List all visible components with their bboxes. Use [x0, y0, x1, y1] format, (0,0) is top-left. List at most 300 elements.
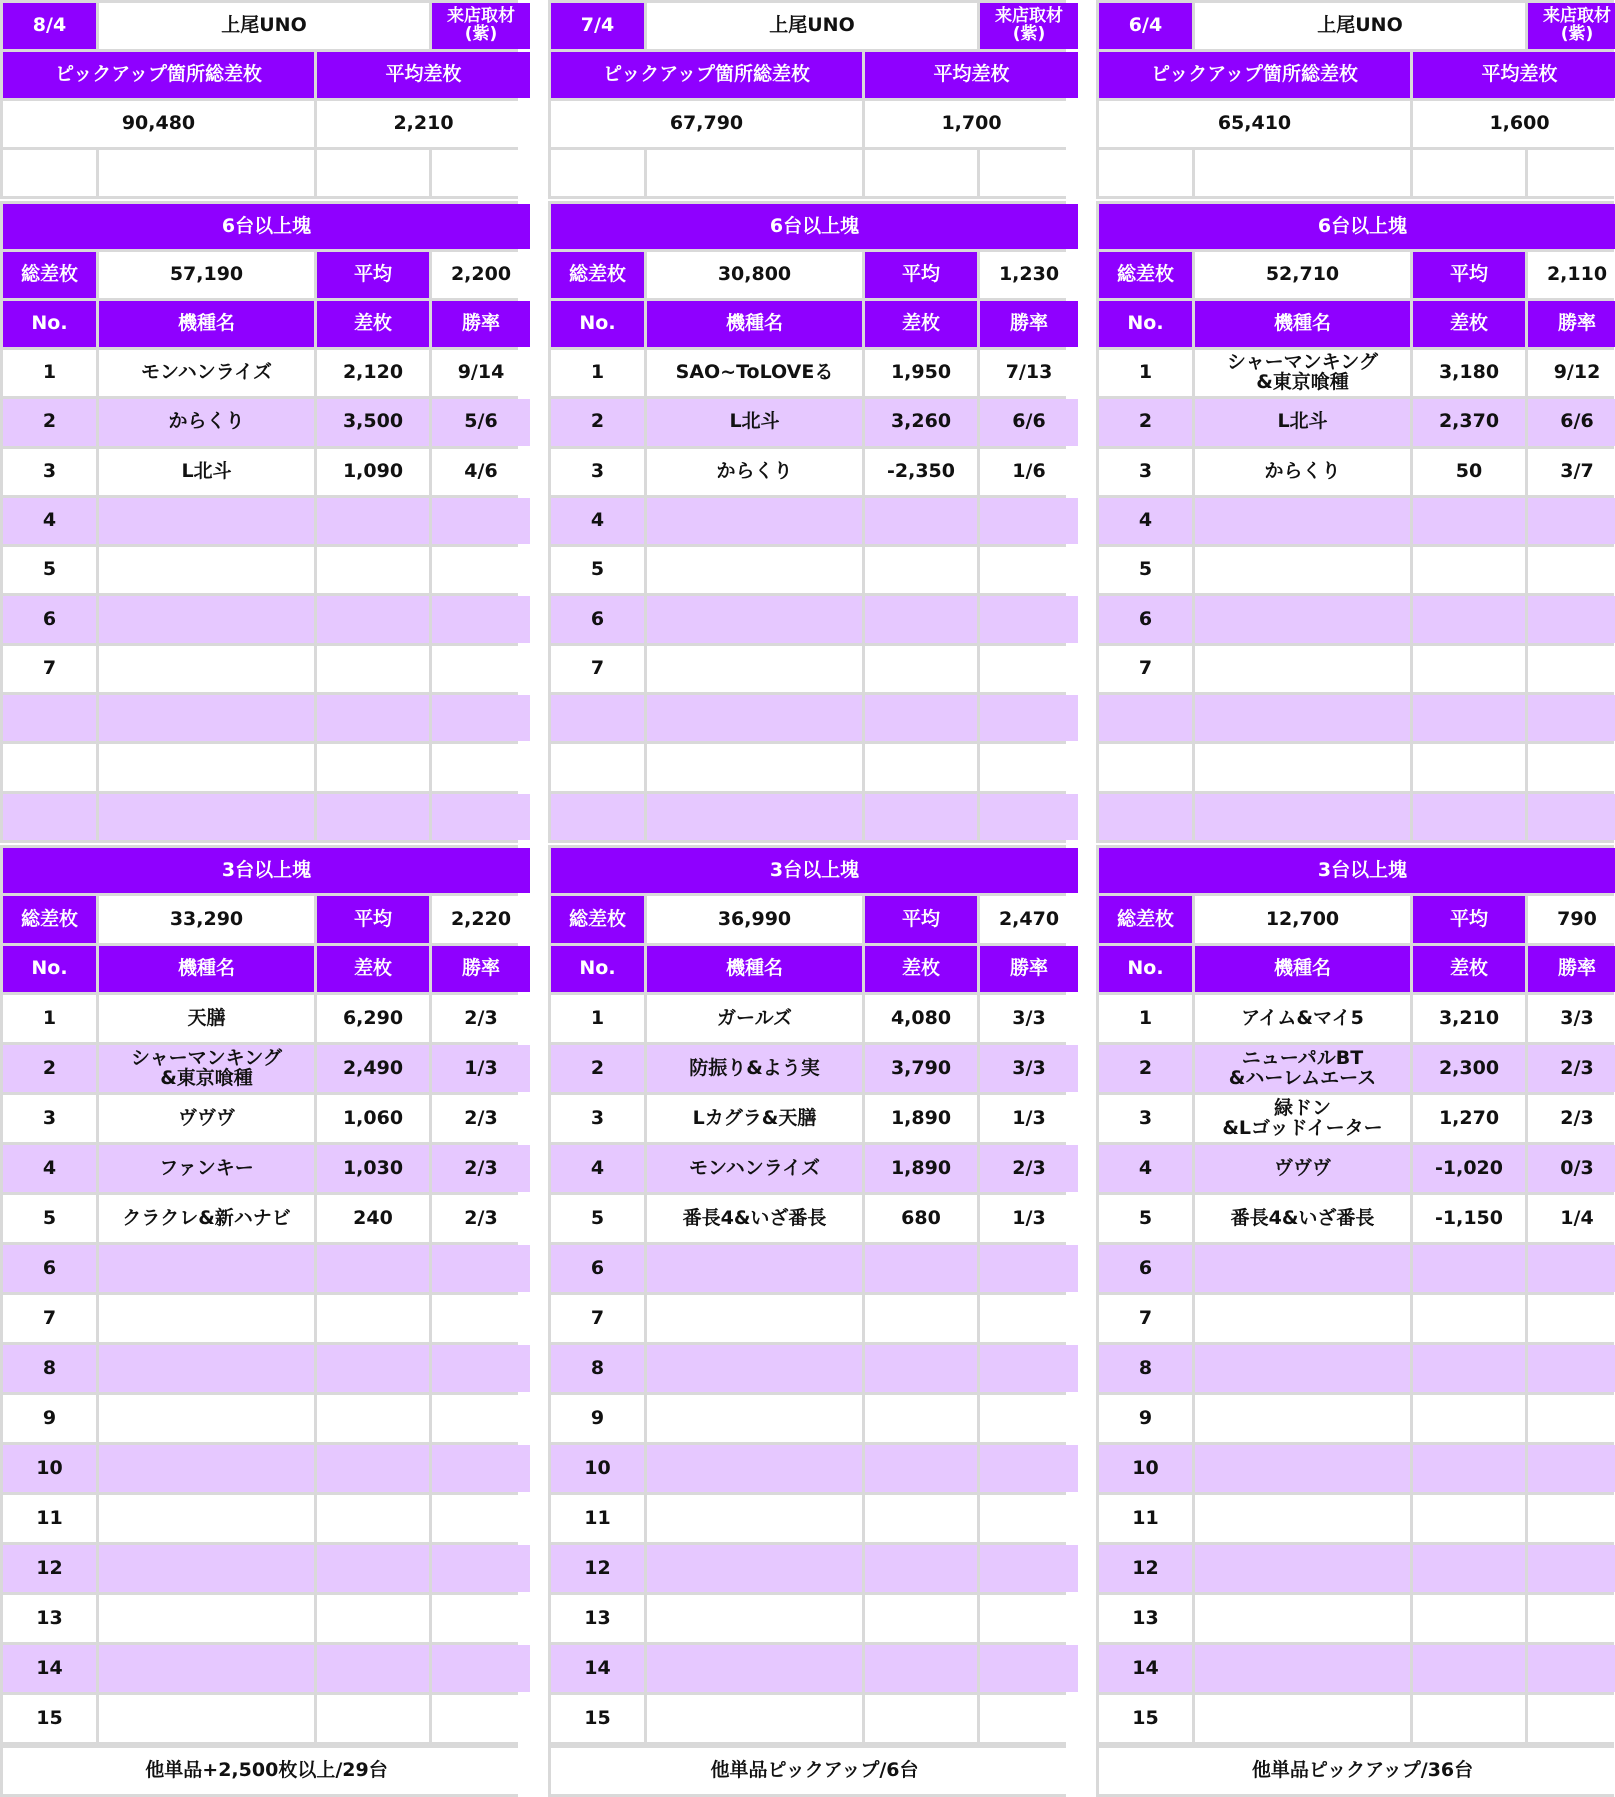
machine-name [99, 1695, 314, 1742]
win-rate: 5/6 [432, 399, 530, 445]
win-rate: 7/13 [980, 350, 1078, 396]
row-number [1099, 794, 1192, 840]
win-rate: 2/3 [432, 1195, 530, 1242]
win-rate [1528, 1695, 1615, 1742]
avg-value: 1,230 [980, 252, 1078, 298]
row-number [551, 695, 644, 741]
row-number: 9 [3, 1395, 96, 1442]
date-label: 8/4 [3, 3, 96, 49]
win-rate [1528, 1595, 1615, 1642]
machine-name [1195, 695, 1410, 741]
row-number: 12 [551, 1545, 644, 1592]
machine-name [99, 596, 314, 642]
machine-name [99, 1645, 314, 1692]
column-header: No. [551, 301, 644, 347]
diff-value [317, 1595, 429, 1642]
machine-name: ニューパルBT &ハーレムエース [1195, 1045, 1410, 1092]
row-number [1099, 744, 1192, 790]
machine-name: クラクレ&新ハナビ [99, 1195, 314, 1242]
three-plus-block [0, 845, 518, 1745]
diff-value: 2,300 [1413, 1045, 1525, 1092]
row-number: 5 [551, 1195, 644, 1242]
win-rate: 6/6 [980, 399, 1078, 445]
machine-name [99, 1595, 314, 1642]
win-rate: 3/3 [980, 1045, 1078, 1092]
date-label: 7/4 [551, 3, 644, 49]
avg-label: 平均 [1413, 896, 1525, 943]
win-rate [432, 1395, 530, 1442]
pickup-avg-value: 2,210 [317, 101, 530, 147]
machine-name: モンハンライズ [99, 350, 314, 396]
row-number: 10 [1099, 1445, 1192, 1492]
win-rate [980, 1445, 1078, 1492]
row-number: 3 [3, 1095, 96, 1142]
avg-value: 2,220 [432, 896, 530, 943]
diff-value [865, 547, 977, 593]
row-number: 2 [551, 399, 644, 445]
diff-value: 50 [1413, 449, 1525, 495]
machine-name [99, 646, 314, 692]
diff-value [317, 498, 429, 544]
diff-value [1413, 1595, 1525, 1642]
column-header: 勝率 [980, 301, 1078, 347]
diff-value: 1,890 [865, 1145, 977, 1192]
machine-name [1195, 1245, 1410, 1292]
diff-value [1413, 1395, 1525, 1442]
diff-value [865, 794, 977, 840]
machine-name [647, 547, 862, 593]
blank-cell [99, 150, 314, 196]
win-rate: 1/3 [980, 1095, 1078, 1142]
diff-value [865, 596, 977, 642]
column-header: 勝率 [432, 946, 530, 992]
machine-name [1195, 794, 1410, 840]
win-rate [1528, 1245, 1615, 1292]
column-header: 差枚 [317, 301, 429, 347]
win-rate [432, 695, 530, 741]
store-name: 上尾UNO [99, 3, 429, 49]
win-rate [980, 1395, 1078, 1442]
diff-value: 1,030 [317, 1145, 429, 1192]
diff-value [865, 1245, 977, 1292]
win-rate [432, 1645, 530, 1692]
win-rate [980, 1695, 1078, 1742]
row-number: 4 [551, 498, 644, 544]
row-number [551, 794, 644, 840]
row-number [1099, 695, 1192, 741]
blank-cell [980, 150, 1078, 196]
summary-block [548, 0, 1066, 199]
win-rate [980, 1545, 1078, 1592]
row-number: 3 [1099, 449, 1192, 495]
diff-value [317, 794, 429, 840]
machine-name: 防振り&よう実 [647, 1045, 862, 1092]
machine-name: 緑ドン &Lゴッドイーター [1195, 1095, 1410, 1142]
win-rate: 1/3 [980, 1195, 1078, 1242]
machine-name: L北斗 [1195, 399, 1410, 445]
machine-name [647, 1695, 862, 1742]
win-rate [1528, 695, 1615, 741]
pickup-avg-value: 1,600 [1413, 101, 1615, 147]
row-number: 10 [3, 1445, 96, 1492]
win-rate: 3/3 [1528, 995, 1615, 1042]
win-rate: 2/3 [432, 1095, 530, 1142]
column-header: 機種名 [647, 301, 862, 347]
total-value: 57,190 [99, 252, 314, 298]
row-number: 10 [551, 1445, 644, 1492]
machine-name [647, 794, 862, 840]
total-value: 36,990 [647, 896, 862, 943]
diff-value [1413, 498, 1525, 544]
diff-value [1413, 1545, 1525, 1592]
avg-label: 平均 [865, 252, 977, 298]
machine-name: L北斗 [647, 399, 862, 445]
diff-value: 680 [865, 1195, 977, 1242]
row-number: 9 [551, 1395, 644, 1442]
machine-name [99, 1245, 314, 1292]
row-number [551, 744, 644, 790]
row-number: 7 [3, 1295, 96, 1342]
machine-name: アイム&マイ5 [1195, 995, 1410, 1042]
diff-value: 3,500 [317, 399, 429, 445]
pickup-total-header: ピックアップ箇所総差枚 [3, 52, 314, 98]
diff-value: 3,210 [1413, 995, 1525, 1042]
diff-value [1413, 1295, 1525, 1342]
diff-value: 2,490 [317, 1045, 429, 1092]
diff-value [865, 1545, 977, 1592]
win-rate [980, 498, 1078, 544]
row-number [3, 744, 96, 790]
machine-name: 番長4&いざ番長 [647, 1195, 862, 1242]
machine-name [99, 1345, 314, 1392]
blank-cell [865, 150, 977, 196]
win-rate [1528, 1645, 1615, 1692]
row-number [3, 794, 96, 840]
machine-name [99, 744, 314, 790]
column-header: 勝率 [432, 301, 530, 347]
machine-name [647, 1395, 862, 1442]
row-number: 5 [551, 547, 644, 593]
blank-cell [1413, 150, 1525, 196]
win-rate: 4/6 [432, 449, 530, 495]
row-number: 7 [1099, 1295, 1192, 1342]
win-rate [980, 1495, 1078, 1542]
pickup-avg-header: 平均差枚 [317, 52, 530, 98]
row-number: 13 [1099, 1595, 1192, 1642]
win-rate [980, 744, 1078, 790]
win-rate [432, 1445, 530, 1492]
row-number: 4 [1099, 498, 1192, 544]
diff-value [1413, 744, 1525, 790]
win-rate: 3/3 [980, 995, 1078, 1042]
section-title: 3台以上塊 [551, 848, 1078, 893]
row-number [3, 695, 96, 741]
win-rate [1528, 646, 1615, 692]
win-rate [980, 695, 1078, 741]
footer-block [0, 1745, 518, 1797]
blank-cell [1099, 150, 1192, 196]
row-number: 15 [551, 1695, 644, 1742]
diff-value [865, 1595, 977, 1642]
machine-name: Lカグラ&天膳 [647, 1095, 862, 1142]
blank-cell [432, 150, 530, 196]
diff-value [317, 596, 429, 642]
diff-value: 2,370 [1413, 399, 1525, 445]
diff-value [865, 1695, 977, 1742]
machine-name: 番長4&いざ番長 [1195, 1195, 1410, 1242]
column-header: 勝率 [1528, 301, 1615, 347]
column-header: No. [3, 301, 96, 347]
row-number: 4 [3, 498, 96, 544]
column-header: 差枚 [865, 301, 977, 347]
diff-value [317, 1395, 429, 1442]
diff-value [317, 1445, 429, 1492]
diff-value [317, 1545, 429, 1592]
row-number: 1 [3, 350, 96, 396]
machine-name [647, 646, 862, 692]
diff-value [317, 1645, 429, 1692]
diff-value [317, 695, 429, 741]
win-rate [432, 596, 530, 642]
row-number: 11 [1099, 1495, 1192, 1542]
diff-value [317, 1345, 429, 1392]
win-rate [1528, 1395, 1615, 1442]
win-rate [1528, 1295, 1615, 1342]
machine-name [99, 1495, 314, 1542]
win-rate: 1/3 [432, 1045, 530, 1092]
column-header: 機種名 [1195, 301, 1410, 347]
column-header: 機種名 [99, 301, 314, 347]
diff-value [317, 1245, 429, 1292]
column-header: 差枚 [1413, 301, 1525, 347]
machine-name [1195, 596, 1410, 642]
row-number: 3 [551, 1095, 644, 1142]
footer-block [1096, 1745, 1614, 1797]
diff-value [1413, 1445, 1525, 1492]
diff-value [1413, 1495, 1525, 1542]
column-header: No. [1099, 946, 1192, 992]
row-number: 2 [3, 1045, 96, 1092]
machine-name: ガールズ [647, 995, 862, 1042]
diff-value: 1,060 [317, 1095, 429, 1142]
row-number: 15 [3, 1695, 96, 1742]
footer-block [548, 1745, 1066, 1797]
avg-value: 2,110 [1528, 252, 1615, 298]
win-rate [1528, 547, 1615, 593]
win-rate: 2/3 [432, 1145, 530, 1192]
avg-label: 平均 [317, 896, 429, 943]
row-number: 13 [3, 1595, 96, 1642]
six-plus-block [1096, 201, 1614, 843]
diff-value: 6,290 [317, 995, 429, 1042]
diff-value [865, 498, 977, 544]
diff-value [865, 1645, 977, 1692]
win-rate [980, 1295, 1078, 1342]
row-number: 2 [551, 1045, 644, 1092]
machine-name [1195, 1295, 1410, 1342]
machine-name: ヴヴヴ [1195, 1145, 1410, 1192]
win-rate [1528, 498, 1615, 544]
win-rate [1528, 1495, 1615, 1542]
total-label: 総差枚 [1099, 896, 1192, 943]
machine-name [1195, 547, 1410, 593]
column-header: 機種名 [647, 946, 862, 992]
avg-label: 平均 [865, 896, 977, 943]
diff-value: 3,790 [865, 1045, 977, 1092]
machine-name [1195, 498, 1410, 544]
win-rate: 2/3 [1528, 1045, 1615, 1092]
win-rate: 6/6 [1528, 399, 1615, 445]
win-rate [432, 646, 530, 692]
column-header: 勝率 [1528, 946, 1615, 992]
win-rate [980, 1345, 1078, 1392]
win-rate [980, 547, 1078, 593]
diff-value [865, 695, 977, 741]
avg-label: 平均 [317, 252, 429, 298]
machine-name: 天膳 [99, 995, 314, 1042]
row-number: 15 [1099, 1695, 1192, 1742]
blank-cell [647, 150, 862, 196]
diff-value [865, 1495, 977, 1542]
row-number: 9 [1099, 1395, 1192, 1442]
diff-value [865, 646, 977, 692]
row-number: 3 [551, 449, 644, 495]
row-number: 7 [551, 646, 644, 692]
row-number: 7 [551, 1295, 644, 1342]
machine-name [1195, 1445, 1410, 1492]
avg-value: 2,200 [432, 252, 530, 298]
pickup-avg-header: 平均差枚 [865, 52, 1078, 98]
six-plus-block [0, 201, 518, 843]
column-header: No. [551, 946, 644, 992]
win-rate [1528, 744, 1615, 790]
row-number: 14 [3, 1645, 96, 1692]
row-number: 4 [3, 1145, 96, 1192]
column-header: 機種名 [99, 946, 314, 992]
diff-value: -1,020 [1413, 1145, 1525, 1192]
diff-value [865, 1295, 977, 1342]
win-rate: 2/3 [432, 995, 530, 1042]
machine-name [99, 1295, 314, 1342]
win-rate [980, 646, 1078, 692]
machine-name [647, 1495, 862, 1542]
section-title: 3台以上塊 [1099, 848, 1615, 893]
avg-label: 平均 [1413, 252, 1525, 298]
diff-value [865, 744, 977, 790]
machine-name: からくり [647, 449, 862, 495]
row-number: 6 [3, 596, 96, 642]
total-label: 総差枚 [3, 252, 96, 298]
total-value: 33,290 [99, 896, 314, 943]
row-number: 6 [551, 596, 644, 642]
diff-value [317, 744, 429, 790]
blank-cell [1195, 150, 1410, 196]
pickup-avg-header: 平均差枚 [1413, 52, 1615, 98]
win-rate [432, 1545, 530, 1592]
win-rate [432, 1345, 530, 1392]
section-title: 3台以上塊 [3, 848, 530, 893]
column-header: No. [3, 946, 96, 992]
section-title: 6台以上塊 [551, 204, 1078, 249]
machine-name [647, 1595, 862, 1642]
column-header: 差枚 [865, 946, 977, 992]
total-value: 12,700 [1195, 896, 1410, 943]
machine-name [1195, 1495, 1410, 1542]
pickup-total-value: 65,410 [1099, 101, 1410, 147]
row-number: 2 [1099, 399, 1192, 445]
diff-value [1413, 1695, 1525, 1742]
diff-value: 1,890 [865, 1095, 977, 1142]
win-rate [980, 1595, 1078, 1642]
row-number: 8 [1099, 1345, 1192, 1392]
row-number: 14 [551, 1645, 644, 1692]
diff-value [317, 1295, 429, 1342]
diff-value: 240 [317, 1195, 429, 1242]
machine-name: L北斗 [99, 449, 314, 495]
win-rate [432, 1695, 530, 1742]
panel-8-4 [0, 0, 518, 1793]
diff-value: 3,260 [865, 399, 977, 445]
win-rate: 1/4 [1528, 1195, 1615, 1242]
store-name: 上尾UNO [1195, 3, 1525, 49]
diff-value: 1,950 [865, 350, 977, 396]
win-rate [1528, 794, 1615, 840]
machine-name [647, 1245, 862, 1292]
win-rate [432, 744, 530, 790]
six-plus-block [548, 201, 1066, 843]
diff-value [865, 1445, 977, 1492]
section-title: 6台以上塊 [3, 204, 530, 249]
machine-name [99, 1445, 314, 1492]
diff-value [865, 1395, 977, 1442]
win-rate: 1/6 [980, 449, 1078, 495]
diff-value [317, 646, 429, 692]
footer-note: 他単品ピックアップ/36台 [1099, 1748, 1615, 1794]
footer-note: 他単品+2,500枚以上/29台 [3, 1748, 530, 1794]
win-rate [432, 794, 530, 840]
row-number: 11 [551, 1495, 644, 1542]
row-number: 6 [551, 1245, 644, 1292]
machine-name [1195, 1595, 1410, 1642]
machine-name: ファンキー [99, 1145, 314, 1192]
total-label: 総差枚 [1099, 252, 1192, 298]
row-number: 2 [3, 399, 96, 445]
win-rate: 9/12 [1528, 350, 1615, 396]
machine-name [647, 1345, 862, 1392]
row-number: 1 [3, 995, 96, 1042]
machine-name: モンハンライズ [647, 1145, 862, 1192]
win-rate [1528, 1345, 1615, 1392]
row-number: 6 [1099, 1245, 1192, 1292]
machine-name: からくり [1195, 449, 1410, 495]
machine-name [1195, 744, 1410, 790]
machine-name [647, 1445, 862, 1492]
blank-cell [3, 150, 96, 196]
row-number: 5 [3, 547, 96, 593]
machine-name: シャーマンキング &東京喰種 [1195, 350, 1410, 396]
machine-name [99, 547, 314, 593]
diff-value [317, 1695, 429, 1742]
pickup-avg-value: 1,700 [865, 101, 1078, 147]
section-title: 6台以上塊 [1099, 204, 1615, 249]
diff-value: 4,080 [865, 995, 977, 1042]
avg-value: 790 [1528, 896, 1615, 943]
row-number: 11 [3, 1495, 96, 1542]
row-number: 6 [1099, 596, 1192, 642]
avg-value: 2,470 [980, 896, 1078, 943]
row-number: 6 [3, 1245, 96, 1292]
machine-name [99, 695, 314, 741]
